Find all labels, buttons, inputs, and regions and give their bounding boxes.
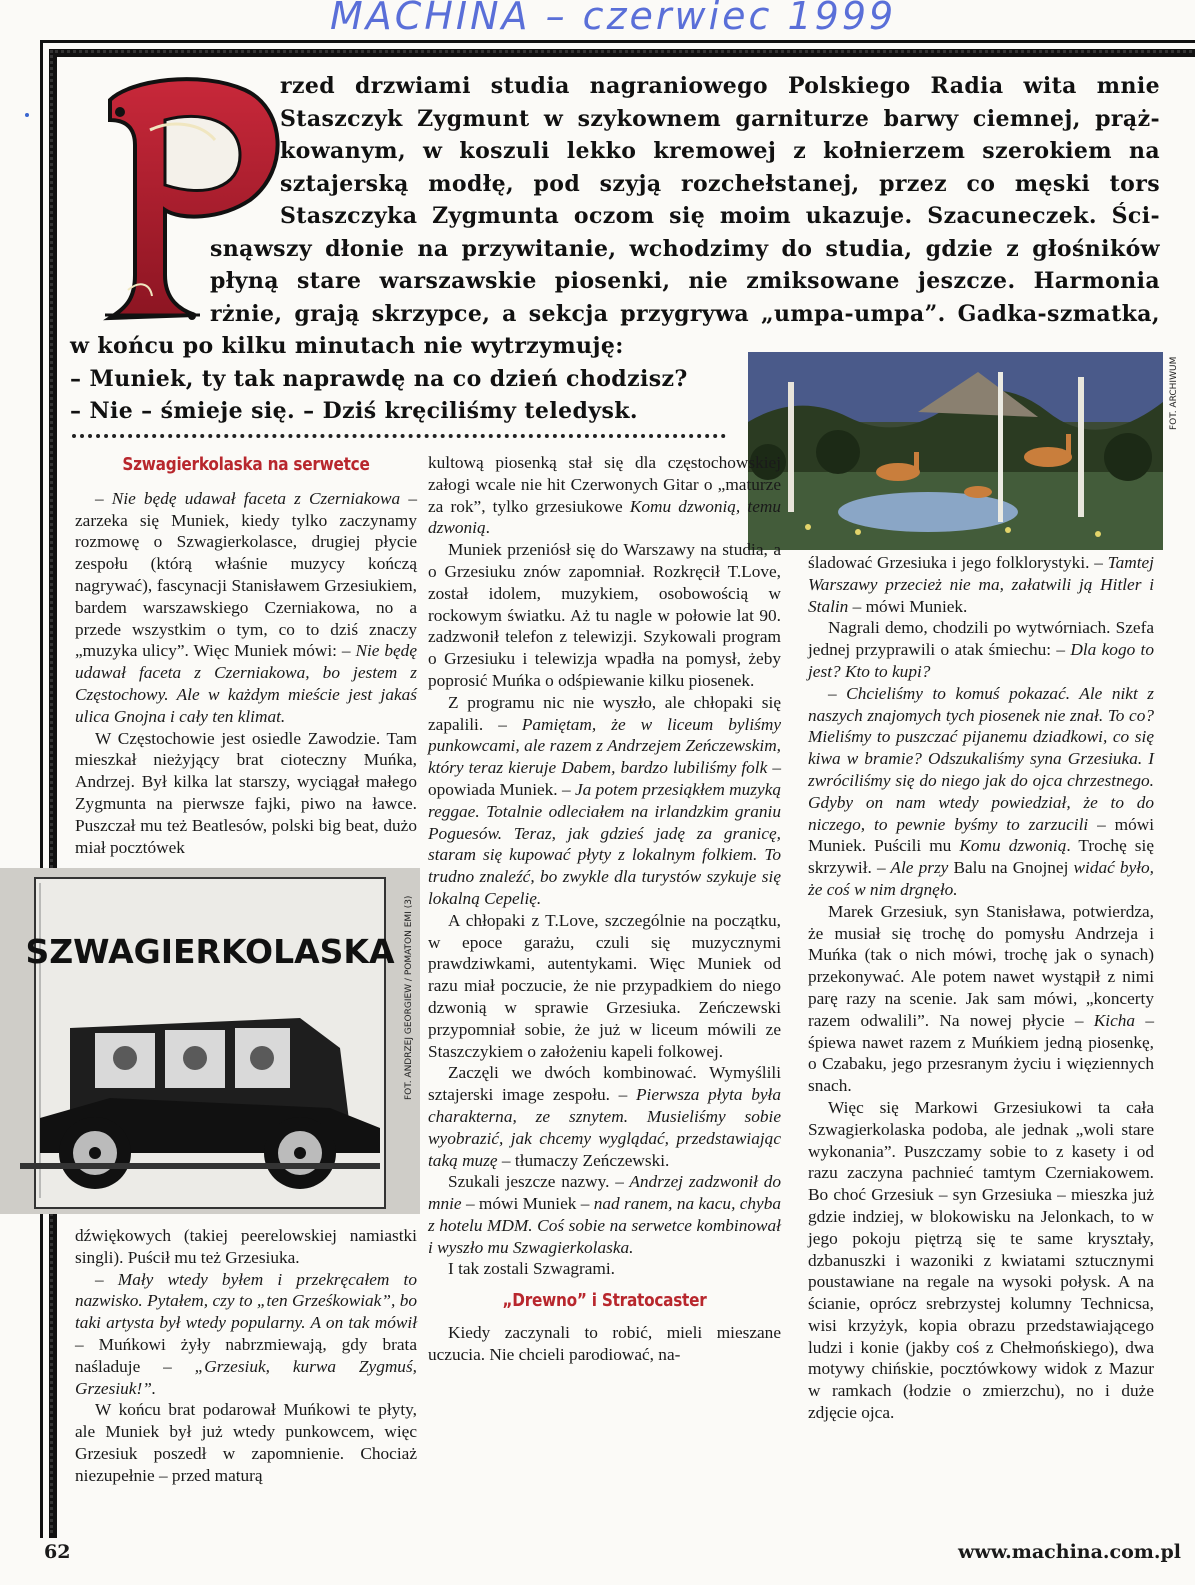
intro-line: rzed drzwiami studia nagraniowego Polskiego Radia wita mnie — [280, 73, 1160, 99]
column-2: kultową piosenką stał się dla częstochowskiej załogi wcale nie hit Czerwonych Gitar o „maturze za rok”, tylko grzesiukowe Komu dzwonią, temu dzwonią. Muniek przeniósł się do Warszawy na studia, a o Grzesiuku znów zapomniał. Rozkręcił T.Love, został idolem, muzykiem, osobowością w rockowym światku. Aż tu nagle w połowie lat 90. zadzwonił telefon z telewizji. Szykowali program o Grzesiuku i telewizja wpadła na pomysł, żeby poprosić Muńka o odśpiewanie kilku piosenek. Z programu nic nie wyszło, ale chłopaki się zapalili. – Pamiętam, że w liceum byliśmy punkowcami, ale razem z Andrzejem Zeńczewskim, który teraz kieruje Dabem, bardzo lubiliśmy folk – opowiada Muniek. – Ja potem przesiąkłem muzyką reggae. Totalnie odleciałem na irlandzkim graniu Poguesów. Teraz, jak gdzieś jadę za granicę, staram się kupować płyty z lokalnym folkiem. To trudno znaleźć, bo zwykle dla turystów szykuje się lokalną Cepelię. A chłopaki z T.Love, szczególnie na początku, w epoce garażu, czuli się muzycznymi prawdziwkami, autentykami. Więc Muniek od razu miał poczucie, że nie przypadkiem do niego dzwonią w sprawie Grzesiuka. Zeńczewski przypomniał sobie, że już w liceum mówili ze Staszczykiem o założeniu kapeli folkowej. Zaczęli we dwóch kombinować. Wymyślili sztajerski image zespołu. – Pierwsza płyta była charakterna, ze sznytem. Musieliśmy sobie wyobrazić, jak chcemy wyglądać, przedstawiając taką muzę – tłumaczy Zeńczewski. Szukali jeszcze nazwy. – Andrzej zadzwonił do mnie – mówi Muniek – nad ranem, na kacu, chyba z hotelu MDM. Coś sobie na serwetce kombinował i wyszło mu Szwagierkolaska. I tak zostali Szwagrami. „Drewno” i Stratocaster Kiedy zaczynali to robić, mieli mieszane uczucia. Nie chcieli parodiować, na- — [428, 453, 782, 1364]
intro-line: Staszczyk Zygmunt w szykownem garniturze barwy ciemnej, prąż- — [280, 105, 1160, 132]
intro-line: w końcu po kilku minutach nie wytrzymuję: — [70, 333, 624, 359]
intro-line: rżnie, grają skrzypce, a sekcja przygrywa „umpa-umpa”. Gadka-szmatka, — [210, 300, 1160, 327]
section-heading: „Drewno” i Stratocaster — [502, 1290, 707, 1312]
magazine-url: www.machina.com.pl — [958, 1541, 1181, 1563]
handwritten-note: MACHINA – czerwiec 1999 — [330, 0, 897, 38]
intro-line: snąwszy dłonie na przywitanie, wchodzimy do studia, gdzie z głośników — [210, 235, 1160, 262]
intro-line: – Nie – śmieje się. – Dziś kręciliśmy teledysk. — [70, 398, 638, 424]
album-car-illustration — [0, 868, 420, 1214]
intro-line: płyną stare warszawskie piosenki, nie zmiksowane jeszcze. Harmonia — [210, 268, 1160, 294]
szwagierkolaska-photo — [0, 868, 420, 1214]
photo-credit-car: FOT. ANDRZEJ GEORGIEW / POMATON EMI (3) — [404, 895, 414, 1100]
deer-painting-photo — [748, 352, 1163, 550]
intro-line: Staszczyka Zygmunta oczom się moim ukazuje. Szacuneczek. Ści- — [280, 203, 1160, 229]
intro-line: sztajerską modłę, pod szyją rozchełstanej, przez co męski tors — [280, 170, 1160, 197]
margin-mark — [25, 113, 29, 117]
page-number: 62 — [44, 1541, 71, 1563]
deer-painting-illustration — [748, 352, 1163, 550]
intro-line: – Muniek, ty tak naprawdę na co dzień chodzisz? — [70, 365, 688, 392]
section-heading: Szwagierkolaska na serwetce — [122, 454, 370, 475]
intro-line: kowanym, w koszuli lekko kremowej z kołnierzem szerokiem na — [280, 138, 1160, 164]
album-sign-text: SZWAGIERKOLASKA — [25, 932, 395, 971]
column-1-continued: dźwiękowych (takiej peerelowskiej namiastki singli). Puścił mu też Grzesiuka. – Mały wtedy byłem i przekręcałem to nazwisko. Pytałem, czy to „ten Grześkowiak”, bo taki artysta był wtedy popularny. A on tak mówił – Muńkowi żyły nabrzmiewają, gdy brata naśladuje – „Grzesiuk, kurwa Zygmuś, Grzesiuk!”. W końcu brat podarował Muńkowi te płyty, ale Muniek był już wtedy punkowcem, więc Grzesiuk poszedł w zapomnienie. Chociaż niezupełnie – przed maturą — [75, 1226, 417, 1485]
dotted-divider — [72, 434, 726, 438]
photo-credit-top: FOT. ARCHIWUM — [1169, 356, 1179, 430]
column-1: Szwagierkolaska na serwetce – Nie będę udawał faceta z Czerniakowa – zarzeka się Muniek, kiedy tylko zaczynamy rozmowę o Szwagierkolasce, drugiej płycie zespołu (którą właśnie muzycy kończą nagrywać), fascynacji Stanisławem Grzesiukiem, bardem warszawskiego Czerniakowa, no a przede wszystkim o tym, co to dziś znaczy „muzyka ulicy”. Więc Muniek mówi: – Nie będę udawał faceta z Czerniakowa, bo jestem z Częstochowy. Ale w każdym mieście jest jakaś ulica Gnojna i cały ten klimat. W Częstochowie jest osiedle Zawodzie. Tam mieszkał nieżyjący brat cioteczny Muńka, Andrzej. Był kilka lat starszy, wyciągał małego Zygmunta na pierwsze fajki, piwo na ławce. Puszczał mu też Beatlesów, polski big beat, dużo miał pocztówek — [75, 454, 417, 857]
column-3: śladować Grzesiuka i jego folklorystyki. – Tamtej Warszawy przecież nie ma, załatwili ją Hitler i Stalin – mówi Muniek. Nagrali demo, chodzili po wytwórniach. Szefa jednej przyprawili o atak śmiechu: – Dla kogo to jest? Kto to kupi? – Chcieliśmy to komuś pokazać. Ale nikt z naszych znajomych tych piosenek nie znał. To co? Mieliśmy to puszczać pijanemu dziadkowi, co się kiwa w bramie? Odszukaliśmy syna Grzesiuka. I zwróciliśmy się do niego jak do ojca chrzestnego. Gdyby on nam wtedy powiedział, że to do niczego, to pewnie byśmy to zarzucili – mówi Muniek. Puścili mu Komu dzwonią. Trochę się skrzywił. – Ale przy Balu na Gnojnej widać było, że coś w nim drgnęło. Marek Grzesiuk, syn Stanisława, potwierdza, że musiał się trochę do pomysłu Andrzeja i Muńka (tak o nich mówi, trochę jak o synach) przekonywać. Ale potem nawet wystąpił z nimi parę razy na scenie. Jak sam mówi, „koncerty razem odwalili”. Na nowej płycie – Kicha – śpiewa nawet razem z Muńkiem jedną piosenkę, o Czabaku, jego przesranym życiu i więziennych snach. Więc się Markowi Grzesiukowi ta cała Szwagierkolaska podoba, ale jednak „woli stare wykonania”. Puszczamy sobie to z kasety i od razu zaczyna pachnieć tamtym Czerniakowem. Bo choć Grzesiuk – syn Grzesiuka – mieszka już gdzie indziej, w blokowisku na Jelonkach, to w jego pokoju piętrzą się te same kryształy, dzbanuszki i wazoniki z kwiatami sztucznymi poustawiane na regale na wysoki połysk. A na ścianie, oprócz srebrzystej kolumny Technicsa, wisi krzyżyk, kopia obrazu przedstawiającego ludzi i konie (jakby coś z Chełmońskiego), dwa motywy chińskie, pocztówkowy widok z Mazur w ramkach (łodzie o zmierzchu), no i duże zdjęcie ojca. — [808, 553, 1155, 1423]
